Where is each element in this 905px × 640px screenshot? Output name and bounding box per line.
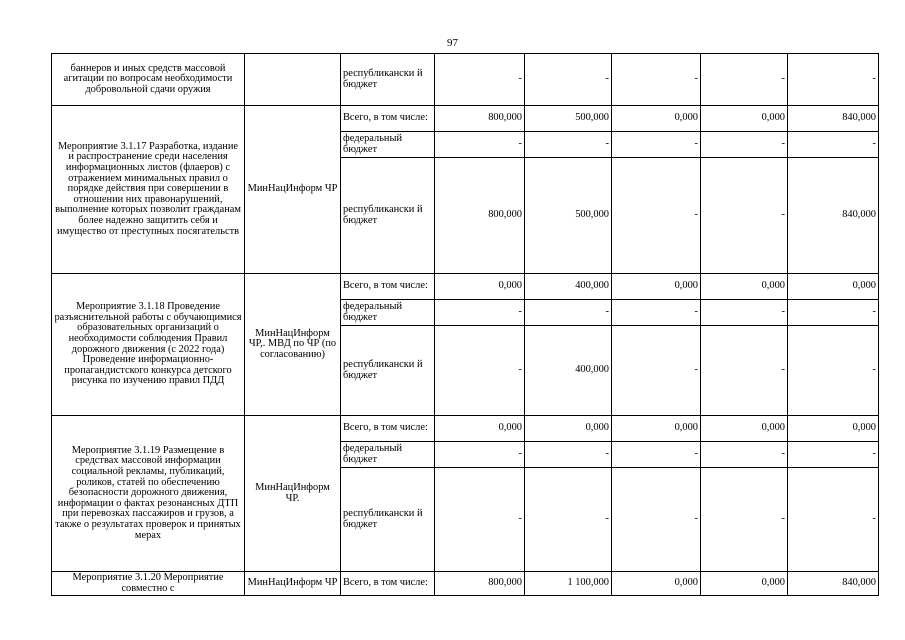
value-cell: 800,000: [435, 158, 525, 274]
value-cell: 0,000: [788, 274, 879, 300]
value-cell: -: [788, 54, 879, 106]
value-cell: -: [788, 468, 879, 572]
value-cell: -: [435, 300, 525, 326]
activity-cell: Мероприятие 3.1.17 Разработка, издание и распространение среди населения информационных листов (флаеров) с отражением минимальных правил о порядке действия при совершении в отношении них правонарушений, выполнение которых позволит гражданам более надежно защитить себя и имущество от преступных посягательств: [52, 106, 245, 274]
funding-source-cell: федеральный бюджет: [341, 300, 435, 326]
funding-source-cell: федеральный бюджет: [341, 132, 435, 158]
value-cell: 800,000: [435, 572, 525, 596]
value-cell: 400,000: [525, 274, 612, 300]
activity-cell: баннеров и иных средств массовой агитации по вопросам необходимости добровольной сдачи оружия: [52, 54, 245, 106]
value-cell: 800,000: [435, 106, 525, 132]
value-cell: -: [435, 468, 525, 572]
funding-source-cell: Всего, в том числе:: [341, 416, 435, 442]
value-cell: 0,000: [612, 416, 701, 442]
funding-source-cell: республикански й бюджет: [341, 468, 435, 572]
budget-table: [51, 53, 879, 596]
value-cell: -: [612, 468, 701, 572]
value-cell: -: [612, 132, 701, 158]
value-cell: 500,000: [525, 158, 612, 274]
value-cell: -: [701, 326, 788, 416]
value-cell: -: [435, 132, 525, 158]
value-cell: -: [788, 132, 879, 158]
value-cell: 0,000: [435, 274, 525, 300]
value-cell: 400,000: [525, 326, 612, 416]
value-cell: -: [612, 326, 701, 416]
value-cell: 0,000: [525, 416, 612, 442]
table-row: [52, 416, 879, 442]
value-cell: -: [701, 442, 788, 468]
value-cell: -: [612, 158, 701, 274]
value-cell: 0,000: [701, 416, 788, 442]
activity-cell: Мероприятие 3.1.20 Мероприятие совместно с: [52, 572, 245, 596]
value-cell: -: [525, 132, 612, 158]
value-cell: -: [525, 300, 612, 326]
funding-source-cell: республикански й бюджет: [341, 54, 435, 106]
table-row: [52, 54, 879, 106]
value-cell: 0,000: [612, 572, 701, 596]
value-cell: -: [701, 54, 788, 106]
executor-cell: МинНацИнформ ЧР: [245, 106, 341, 274]
value-cell: -: [435, 442, 525, 468]
activity-cell: Мероприятие 3.1.19 Размещение в средствах массовой информации социальной рекламы, публикаций, роликов, статей по обеспечению безопасности дорожного движения, информации о фактах резонансных ДТП при перевозках пассажиров и грузов, а также о результатах проверок и принятых мерах: [52, 416, 245, 572]
value-cell: -: [612, 442, 701, 468]
executor-cell: МинНацИнформ ЧР,. МВД по ЧР (по согласованию): [245, 274, 341, 416]
value-cell: 1 100,000: [525, 572, 612, 596]
executor-cell: МинНацИнформ ЧР.: [245, 416, 341, 572]
value-cell: 0,000: [612, 274, 701, 300]
executor-cell: МинНацИнформ ЧР: [245, 572, 341, 596]
value-cell: -: [612, 300, 701, 326]
value-cell: 500,000: [525, 106, 612, 132]
value-cell: -: [525, 54, 612, 106]
value-cell: -: [701, 132, 788, 158]
page-number: 97: [447, 37, 458, 49]
value-cell: -: [435, 326, 525, 416]
value-cell: 840,000: [788, 572, 879, 596]
table-row: [52, 106, 879, 132]
value-cell: -: [525, 442, 612, 468]
activity-cell: Мероприятие 3.1.18 Проведение разъяснительной работы с обучающимися образовательных организаций о необходимости соблюдения Правил дорожного движения (с 2022 года) Проведение информационно-пропагандистского конкурса детского рисунка по изучению правил ПДД: [52, 274, 245, 416]
funding-source-cell: республикански й бюджет: [341, 158, 435, 274]
funding-source-cell: Всего, в том числе:: [341, 106, 435, 132]
value-cell: 0,000: [701, 274, 788, 300]
value-cell: -: [525, 468, 612, 572]
funding-source-cell: Всего, в том числе:: [341, 274, 435, 300]
value-cell: -: [788, 442, 879, 468]
value-cell: -: [701, 158, 788, 274]
value-cell: -: [435, 54, 525, 106]
funding-source-cell: федеральный бюджет: [341, 442, 435, 468]
table-row: [52, 572, 879, 596]
value-cell: 840,000: [788, 106, 879, 132]
table-row: [52, 274, 879, 300]
value-cell: -: [701, 468, 788, 572]
funding-source-cell: Всего, в том числе:: [341, 572, 435, 596]
value-cell: -: [788, 300, 879, 326]
value-cell: -: [612, 54, 701, 106]
funding-source-cell: республикански й бюджет: [341, 326, 435, 416]
value-cell: 0,000: [435, 416, 525, 442]
value-cell: 0,000: [701, 572, 788, 596]
value-cell: -: [701, 300, 788, 326]
value-cell: 840,000: [788, 158, 879, 274]
value-cell: 0,000: [701, 106, 788, 132]
value-cell: -: [788, 326, 879, 416]
value-cell: 0,000: [788, 416, 879, 442]
value-cell: 0,000: [612, 106, 701, 132]
executor-cell: [245, 54, 341, 106]
